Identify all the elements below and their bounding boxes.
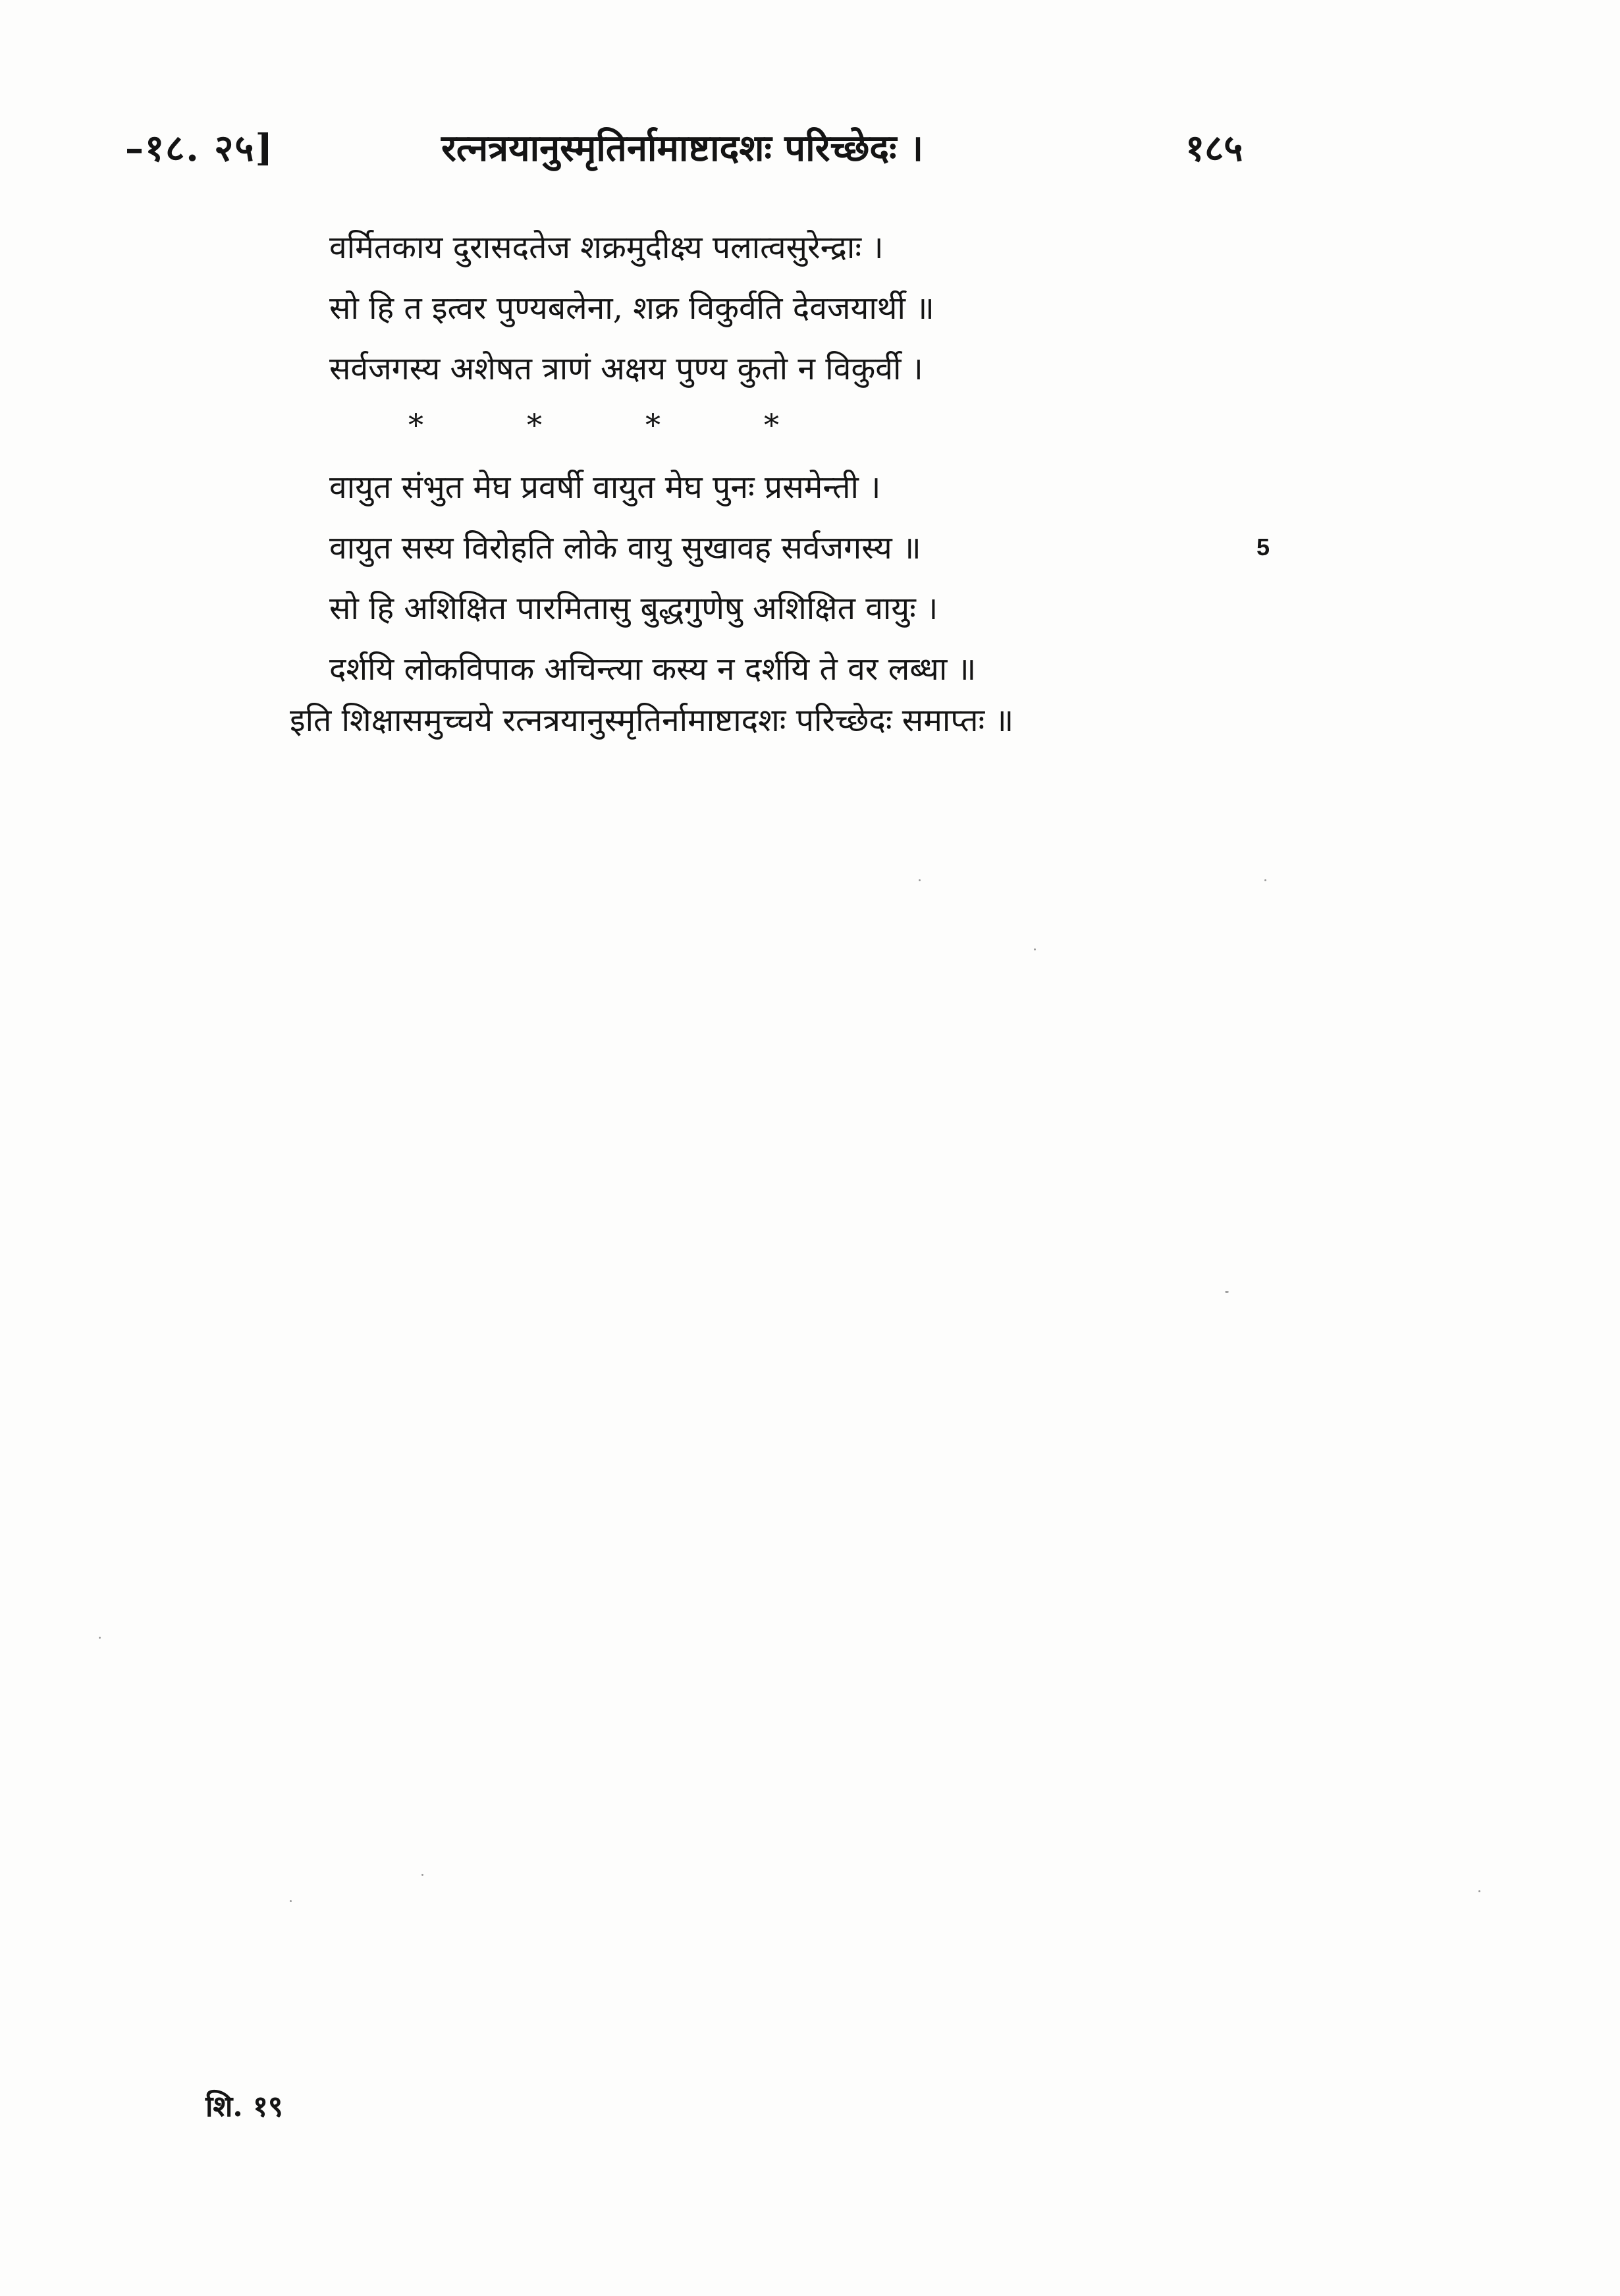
verse-line: वायुत सस्य विरोहति लोके वायु सुखावह सर्वजगस्य ॥ — [329, 530, 921, 566]
scan-speck — [290, 1900, 292, 1902]
signature-mark: शि. १९ — [205, 2090, 283, 2123]
verse-block-1 — [329, 217, 1251, 399]
running-title: रत्नत्रयानुस्मृतिर्नामाष्टादशः परिच्छेदः । — [441, 126, 924, 170]
scan-speck — [1225, 1291, 1229, 1293]
verse-line: वायुत संभुत मेघ प्रवर्षी वायुत मेघ पुनः प्रसमेन्ती । — [329, 469, 881, 506]
scan-speck — [1034, 948, 1036, 950]
verse-line: सर्वजगस्य अशेषत त्राणं अक्षय पुण्य कुतो न विकुर्वी । — [329, 350, 923, 387]
verse-block-2 — [329, 457, 1251, 699]
scan-speck — [1478, 1890, 1480, 1892]
verse-line: दर्शयि लोकविपाक अचिन्त्या कस्य न दर्शयि ते वर लब्धा ॥ — [329, 651, 977, 688]
section-reference: –१८. २५] — [125, 126, 274, 170]
scan-speck — [1264, 879, 1266, 881]
page-number: १८५ — [1185, 126, 1243, 170]
line-number-marker: 5 — [1256, 533, 1270, 560]
section-separator — [408, 407, 803, 443]
scan-speck — [919, 879, 921, 881]
scan-speck — [99, 1637, 101, 1639]
verse-line: वर्मितकाय दुरासदतेज शक्रमुदीक्ष्य पलात्वसुरेन्द्राः । — [329, 229, 884, 266]
scan-speck — [421, 1874, 423, 1876]
separator-star: * — [645, 407, 661, 443]
chapter-colophon: इति शिक्षासमुच्चये रत्नत्रयानुस्मृतिर्नामाष्टादशः परिच्छेदः समाप्तः ॥ — [290, 702, 1014, 739]
separator-star: * — [764, 407, 779, 443]
separator-star: * — [408, 407, 423, 443]
separator-star: * — [527, 407, 542, 443]
verse-line: सो हि अशिक्षित पारमितासु बुद्धगुणेषु अशिक्षित वायुः । — [329, 590, 938, 627]
verse-line: सो हि त इत्वर पुण्यबलेना, शक्र विकुर्वति देवजयार्थी ॥ — [329, 290, 934, 327]
